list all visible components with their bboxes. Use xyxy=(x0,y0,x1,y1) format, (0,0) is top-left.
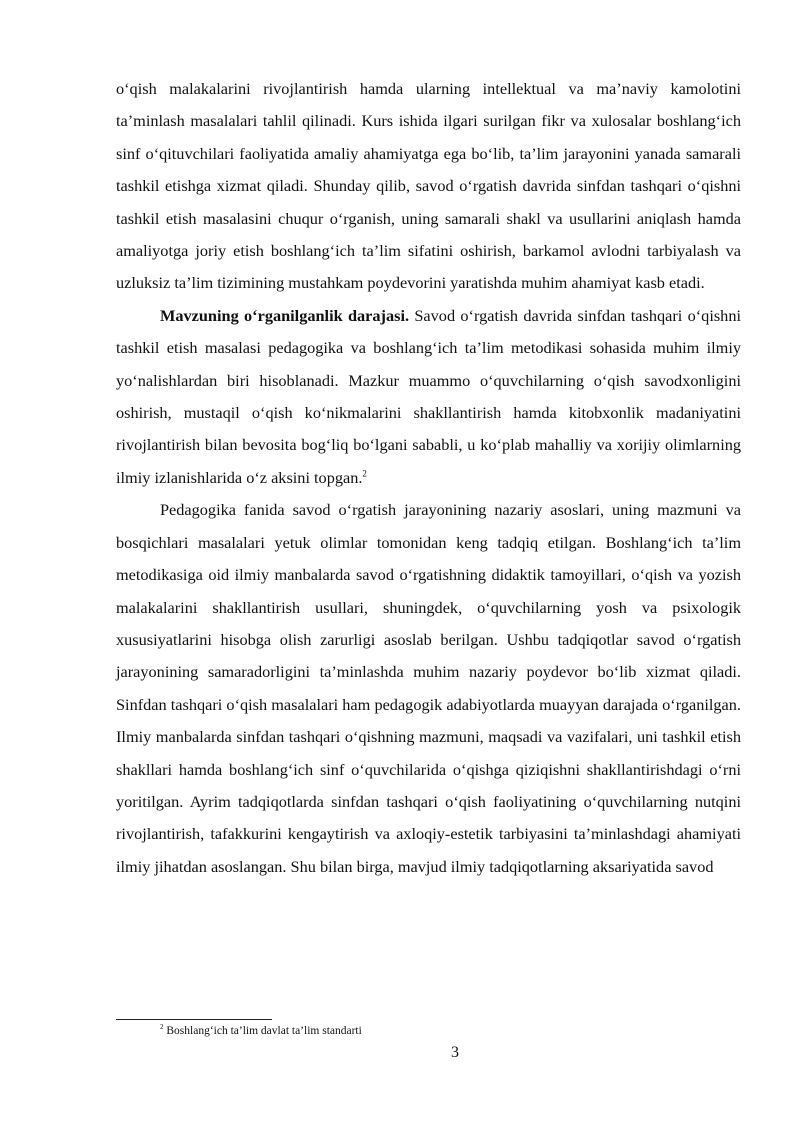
section-heading: Mavzuning o‘rganilganlik darajasi. xyxy=(160,305,410,325)
paragraph-3-text: Pedagogika fanida savod o‘rgatish jarayonining nazariy asoslari, uning mazmuni va bosqichlari masalalari yetuk olimlar tomonidan keng tadqiq etilgan. Boshlang‘ich ta’lim metodikasiga oid ilmiy manbalarda savod o‘rgatishning didaktik tamoyillari, o‘qish va yozish malakalarini shakllantirish usullari, shuningdek, o‘quvchilarning yosh va psixologik xususiyatlarini hisobga olish zarurligi asoslab berilgan. Ushbu tadqiqotlar savod o‘rgatish jarayonining samaradorligini ta’minlashda muhim nazariy poydevor bo‘lib xizmat qiladi. Sinfdan tashqari o‘qish masalalari ham pedagogik adabiyotlarda muayyan darajada o‘rganilgan. Ilmiy manbalarda sinfdan tashqari o‘qishning mazmuni, maqsadi va vazifalari, uni tashkil etish shakllari hamda boshlang‘ich sinf o‘quvchilarida o‘qishga qiziqishni shakllantirishdagi o‘rni yoritilgan. Ayrim tadqiqotlarda sinfdan tashqari o‘qish faoliyatining o‘quvchilarning nutqini rivojlantirish, tafakkurini kengaytirish va axloqiy-estetik tarbiyasini ta’minlashdagi ahamiyati ilmiy jihatdan asoslangan. Shu bilan birga, mavjud ilmiy tadqiqotlarning aksariyatida savod xyxy=(116,500,741,876)
footnote xyxy=(160,1024,362,1038)
footnote-separator xyxy=(116,1019,272,1020)
paragraph-1 xyxy=(116,73,741,300)
body-text xyxy=(116,73,741,883)
paragraph-2-text: Savod o‘rgatish davrida sinfdan tashqari o‘qishni tashkil etish masalasi pedagogika va boshlang‘ich ta’lim metodikasi sohasida muhim ilmiy yo‘nalishlardan biri hisoblanadi. Mazkur muammo o‘quvchilarning o‘qish savodxonligini oshirish, mustaqil o‘qish ko‘nikmalarini shakllantirish hamda kitobxonlik madaniyatini rivojlantirish bilan bevosita bog‘liq bo‘lgani sababli, u ko‘plab mahalliy va xorijiy olimlarning ilmiy izlanishlarida o‘z aksini topgan. xyxy=(116,305,741,487)
footnote-text: Boshlang‘ich ta’lim davlat ta’lim standarti xyxy=(163,1025,362,1037)
paragraph-1-text: o‘qish malakalarini rivojlantirish hamda ularning intellektual va ma’naviy kamolotini ta’minlash masalalari tahlil qilinadi. Kurs ishida ilgari surilgan fikr va xulosalar boshlang‘ich sinf o‘qituvchilari faoliyatida amaliy ahamiyatga ega bo‘lib, ta’lim jarayonini yanada samarali tashkil etishga xizmat qiladi. Shunday qilib, savod o‘rgatish davrida sinfdan tashqari o‘qishni tashkil etish masalasini chuqur o‘rganish, uning samarali shakl va usullarini aniqlash hamda amaliyotga joriy etish boshlang‘ich ta’lim sifatini oshirish, barkamol avlodni tarbiyalash va uzluksiz ta’lim tizimining mustahkam poydevorini yaratishda muhim ahamiyat kasb etadi. xyxy=(116,79,741,293)
paragraph-2 xyxy=(116,300,741,494)
paragraph-3 xyxy=(116,494,741,883)
footnote-reference: 2 xyxy=(362,468,367,479)
footnote-mark: 2 xyxy=(160,1023,164,1032)
page-number: 3 xyxy=(451,1044,459,1061)
